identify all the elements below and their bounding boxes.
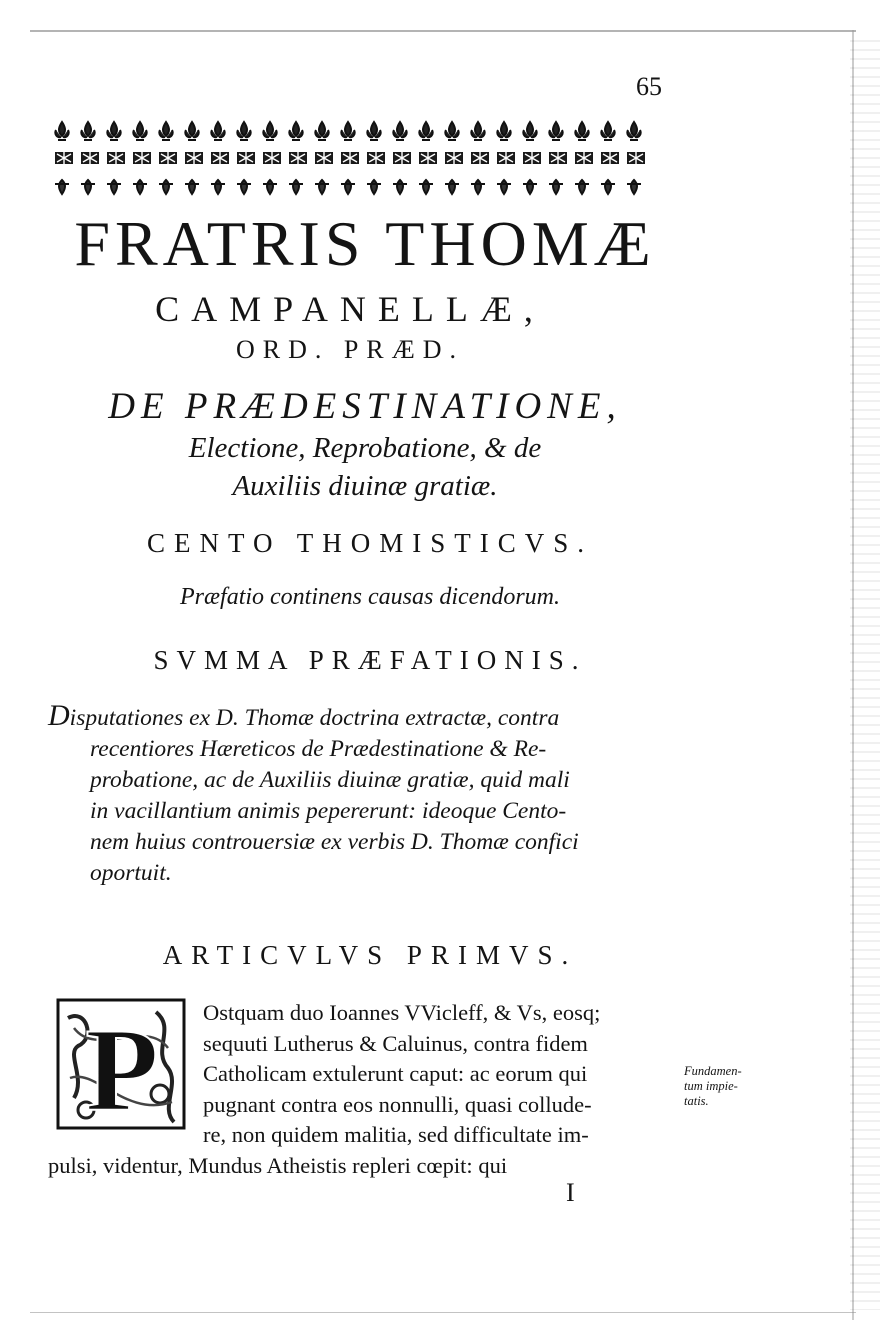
title-main: FRATRIS THOMÆ: [74, 208, 656, 279]
page-edge-bottom: [30, 1312, 856, 1313]
scan-speckle: [850, 40, 880, 1310]
abstract-line-5: nem huius controuersiæ ex verbis D. Thomæ confici: [90, 829, 579, 855]
abstract-line-3: probatione, ac de Auxiliis diuinæ gratiæ, quid mali: [90, 767, 570, 793]
body-line-4: pugnant contra eos nonnulli, quasi collude-: [203, 1091, 592, 1117]
marginal-note-line-1: Fundamen-: [684, 1064, 742, 1078]
body-indented-block: [203, 998, 679, 1151]
work-title-line-1: DE PRÆDESTINATIONE,: [108, 386, 622, 427]
signature-mark: I: [566, 1178, 575, 1207]
work-title-line-2: Electione, Reprobatione, & de: [188, 432, 542, 464]
body-line-5: re, non quidem malitia, sed difficultate im-: [203, 1122, 589, 1147]
article-heading: ARTICVLVS PRIMVS.: [162, 940, 578, 970]
page-edge-top: [30, 30, 856, 32]
abstract-line-6: oportuit.: [90, 860, 172, 886]
section-heading: CENTO THOMISTICVS.: [146, 528, 594, 558]
abstract-paragraph: [48, 700, 688, 889]
abstract-line-4: in vacillantium animis pepererunt: ideoque Cento-: [90, 798, 567, 824]
abstract-line-2: recentiores Hæreticos de Prædestinatione & Re-: [90, 736, 547, 762]
abstract-line-1: Disputationes ex D. Thomæ doctrina extractæ, contra: [48, 699, 560, 732]
praefatio-subtitle: Præfatio continens causas dicendorum.: [180, 584, 560, 610]
title-author: CAMPANELLÆ,: [155, 289, 545, 329]
marginal-note-line-3: tatis.: [684, 1094, 709, 1108]
title-order: ORD. PRÆD.: [235, 335, 465, 364]
body-line-2: sequuti Lutherus & Caluinus, contra fidem: [203, 1030, 588, 1056]
work-title-line-3: Auxiliis diuinæ gratiæ.: [232, 470, 498, 502]
abstract-initial: D: [48, 699, 70, 732]
marginal-note: [684, 1064, 794, 1109]
body-line-1: Ostquam duo Ioannes VVicleff, & Vs, eosq;: [203, 1000, 601, 1025]
summa-heading: SVMMA PRÆFATIONIS.: [153, 645, 587, 675]
marginal-note-line-2: tum impie-: [684, 1079, 738, 1093]
fleuron-ornament-band: [52, 118, 662, 206]
drop-cap-letter: P: [85, 1003, 159, 1130]
body-line-3: Catholicam extulerunt caput: ac eorum qui: [203, 1061, 588, 1086]
body-line-6: pulsi, videntur, Mundus Atheistis repleri cœpit: qui: [48, 1153, 508, 1178]
page-number: 65: [636, 72, 662, 101]
decorated-initial-p: [56, 998, 186, 1130]
body-full-width-block: [48, 1151, 680, 1181]
